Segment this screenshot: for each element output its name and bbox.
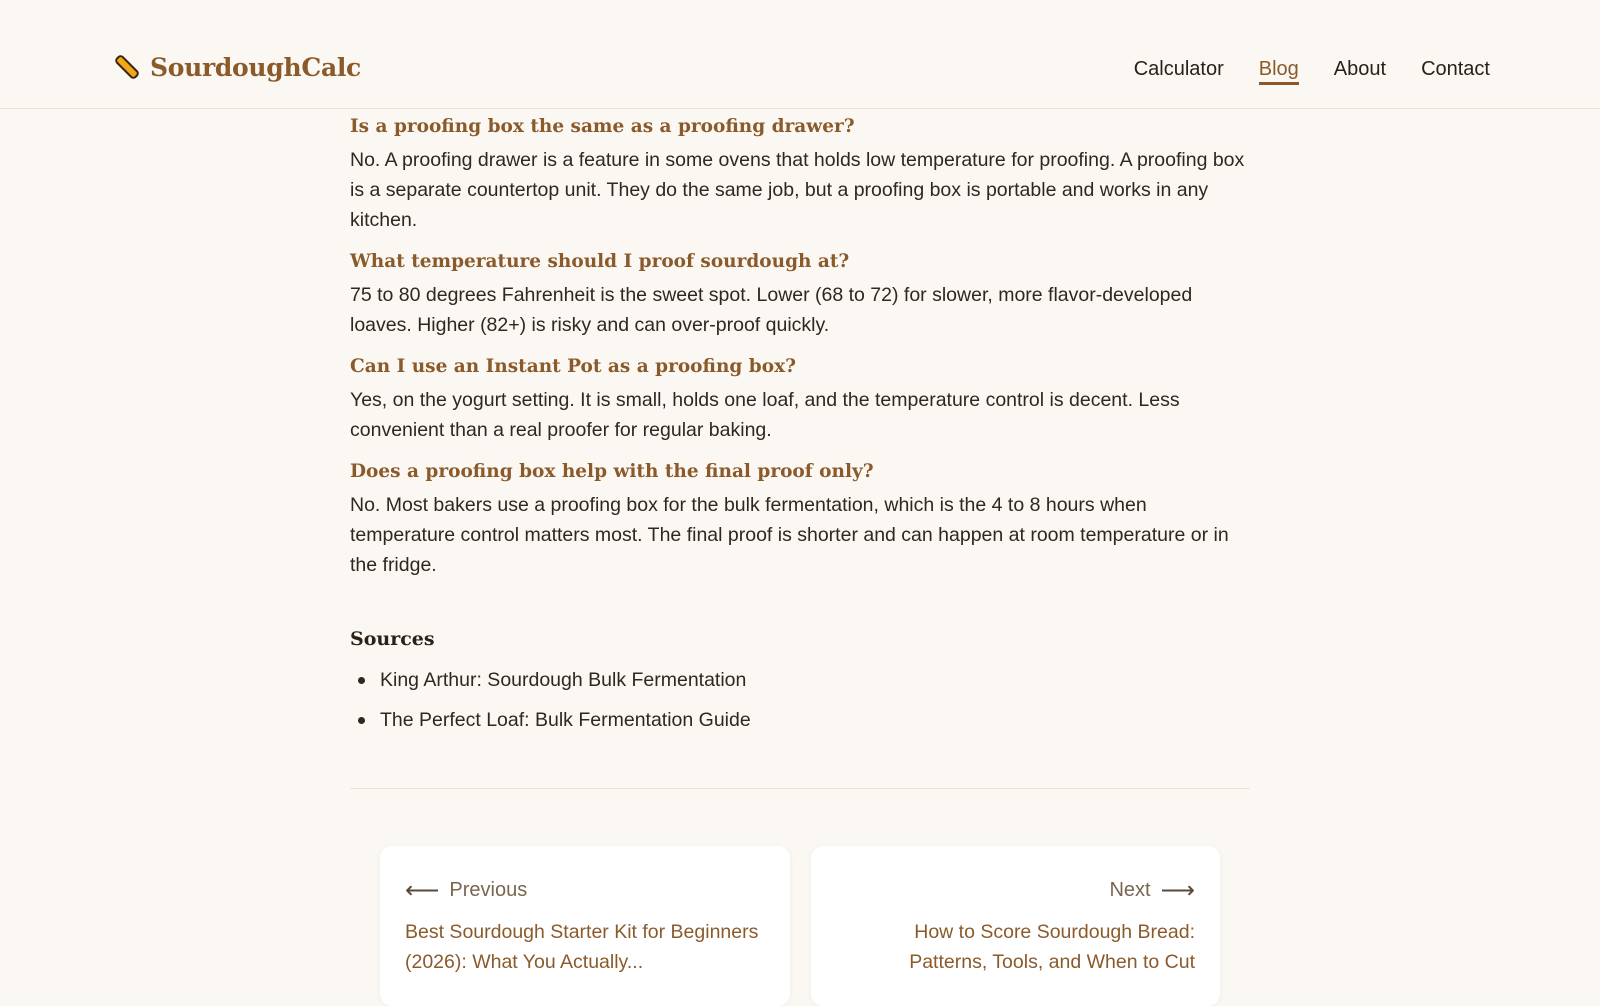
previous-post-card[interactable] <box>380 846 790 1006</box>
previous-label: Previous <box>449 879 528 901</box>
next-label: Next <box>1109 879 1151 901</box>
sources-section <box>350 628 1250 732</box>
nav-about[interactable]: About <box>1333 58 1387 80</box>
arrow-right-icon: ⟶ <box>1160 877 1195 904</box>
sources-title: Sources <box>350 627 435 650</box>
post-navigation <box>380 846 1220 1006</box>
faq-answer: No. A proofing drawer is a feature in some ovens that holds low temperature for proofing. A proofing box is a separate countertop unit. They do the same job, but a proofing box is portable and works in any kitchen. <box>350 148 1245 231</box>
next-post-card[interactable] <box>811 846 1221 1006</box>
nav-blog[interactable]: Blog <box>1259 58 1299 85</box>
logo-link[interactable] <box>112 52 361 82</box>
faq-item <box>350 459 1250 580</box>
faq-answer: No. Most bakers use a proofing box for the bulk fermentation, which is the 4 to 8 hours when temperature control matters most. The final proof is shorter and can happen at room temperature or in the fridge. <box>350 493 1229 576</box>
rolling-pin-icon <box>112 52 142 82</box>
sources-list <box>350 668 1250 732</box>
divider <box>350 788 1250 789</box>
nav-calculator[interactable]: Calculator <box>1133 58 1224 80</box>
site-header <box>0 0 1600 109</box>
faq-question: Is a proofing box the same as a proofing drawer? <box>350 116 855 137</box>
faq-question: What temperature should I proof sourdough at? <box>350 250 850 272</box>
previous-post-direction <box>405 876 765 905</box>
faq-answer: Yes, on the yogurt setting. It is small, holds one loaf, and the temperature control is decent. Less convenient than a real proofer for regular baking. <box>350 388 1180 441</box>
faq-answer: 75 to 80 degrees Fahrenheit is the sweet spot. Lower (68 to 72) for slower, more flavor-developed loaves. Higher (82+) is risky and can over-proof quickly. <box>350 283 1193 336</box>
main-nav <box>1134 58 1490 85</box>
source-link[interactable]: The Perfect Loaf: Bulk Fermentation Guide <box>350 708 1250 732</box>
article-content <box>350 100 1250 789</box>
arrow-left-icon: ⟵ <box>405 877 440 904</box>
next-post-direction <box>836 876 1196 905</box>
next-post-title: How to Score Sourdough Bread: Patterns, Tools, and When to Cut <box>909 921 1195 973</box>
previous-post-title: Best Sourdough Starter Kit for Beginners (2026): What You Actually... <box>405 921 759 973</box>
faq-item <box>350 354 1250 445</box>
faq-question: Does a proofing box help with the final proof only? <box>350 460 874 482</box>
faq-section <box>350 114 1250 580</box>
logo-text: SourdoughCalc <box>150 52 361 82</box>
source-link[interactable]: King Arthur: Sourdough Bulk Fermentation <box>350 668 1250 692</box>
faq-item <box>350 114 1250 235</box>
faq-question: Can I use an Instant Pot as a proofing box? <box>350 355 796 377</box>
nav-contact[interactable]: Contact <box>1421 58 1490 80</box>
faq-item <box>350 249 1250 340</box>
